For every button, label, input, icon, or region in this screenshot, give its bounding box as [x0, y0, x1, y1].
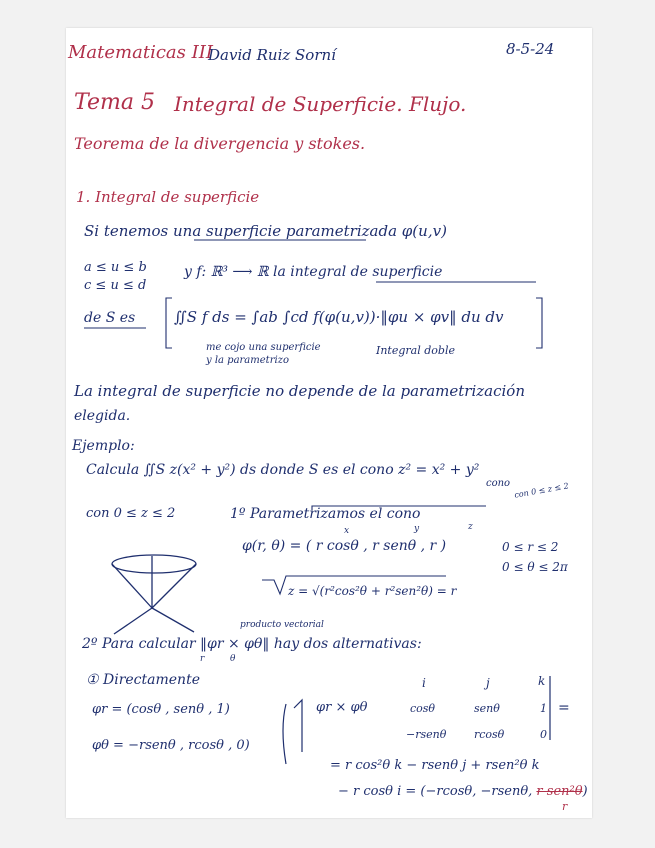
- example-label: Ejemplo:: [72, 438, 135, 454]
- independence-line-2: elegida.: [74, 408, 131, 424]
- option-1: ① Directamente: [86, 672, 200, 688]
- topic-title: Integral de Superficie. Flujo.: [174, 92, 467, 116]
- det-b3: 0: [540, 728, 547, 741]
- phi-r: φr = (cosθ , senθ , 1): [92, 702, 230, 717]
- cross-result-replacement: r: [562, 800, 568, 813]
- cone-tag: cono: [486, 478, 511, 489]
- topic-subtitle: Teorema de la divergencia y stokes.: [74, 134, 366, 153]
- det-j: j: [486, 676, 490, 690]
- date: 8-5-24: [506, 40, 555, 58]
- bounds-z-side: con 0 ≤ z ≤ 2: [513, 481, 570, 500]
- note-surface-2: y la parametrizo: [206, 355, 289, 366]
- mapping-line: y f: ℝ³ ⟶ ℝ la integral de superficie: [184, 264, 443, 280]
- cross-result-1: = r cos²θ k − rsenθ j + rsen²θ k: [330, 758, 540, 773]
- tag-x: x: [344, 526, 350, 536]
- tag-y: y: [414, 524, 420, 534]
- step-2: 2º Para calcular ‖φr × φθ‖ hay dos alternativas:: [82, 636, 422, 652]
- parametrization: φ(r, θ) = ( r cosθ , r senθ , r ): [242, 538, 447, 554]
- subscript-r: r: [200, 654, 205, 664]
- det-lhs: φr × φθ: [316, 700, 368, 715]
- cross-result-2-main: − r cosθ i = (−rcosθ, −rsenθ,: [338, 784, 537, 799]
- range-r: 0 ≤ r ≤ 2: [502, 540, 559, 554]
- cross-product-note: producto vectorial: [240, 620, 324, 630]
- cross-result-close: ): [582, 784, 588, 799]
- det-i: i: [422, 676, 426, 690]
- range-theta: 0 ≤ θ ≤ 2π: [502, 560, 568, 574]
- independence-line-1: La integral de superficie no depende de la parametrización: [74, 382, 525, 400]
- note-surface-1: me cojo una superficie: [206, 342, 321, 353]
- det-a1: cosθ: [410, 702, 436, 715]
- section-heading: 1. Integral de superficie: [76, 188, 260, 206]
- det-a2: senθ: [474, 702, 500, 715]
- example-statement: Calcula ∬S z(x² + y²) ds donde S es el cono z² = x² + y²: [86, 462, 480, 478]
- det-b2: rcosθ: [474, 728, 505, 741]
- topic-number: Tema 5: [74, 90, 155, 115]
- range-u: a ≤ u ≤ b: [84, 260, 147, 275]
- subscript-theta: θ: [230, 654, 236, 664]
- notebook-page: [66, 28, 592, 818]
- det-k: k: [538, 674, 546, 688]
- step-1: 1º Parametrizamos el cono: [230, 506, 421, 522]
- bounds-z: con 0 ≤ z ≤ 2: [86, 506, 176, 521]
- cross-result-struck-term: r sen²θ: [536, 784, 583, 799]
- note-double-integral: Integral doble: [376, 344, 455, 357]
- author-name: David Ruiz Sorní: [208, 46, 336, 64]
- z-equation: z = √(r²cos²θ + r²sen²θ) = r: [288, 584, 457, 598]
- phi-theta: φθ = −rsenθ , rcosθ , 0): [92, 738, 250, 753]
- cross-result-2: [338, 784, 588, 799]
- definition-line: Si tenemos una superficie parametrizada φ(u,v): [84, 222, 447, 240]
- det-b1: −rsenθ: [406, 728, 447, 741]
- det-equals: =: [558, 700, 570, 716]
- range-v: c ≤ u ≤ d: [84, 278, 147, 293]
- det-a3: 1: [540, 702, 547, 715]
- tag-z: z: [468, 522, 473, 532]
- de-s-label: de S es: [84, 310, 136, 326]
- course-title: Matematicas III: [68, 42, 213, 63]
- surface-integral-formula: ∬S f ds = ∫ab ∫cd f(φ(u,v))·‖φu × φv‖ du dv: [174, 308, 504, 326]
